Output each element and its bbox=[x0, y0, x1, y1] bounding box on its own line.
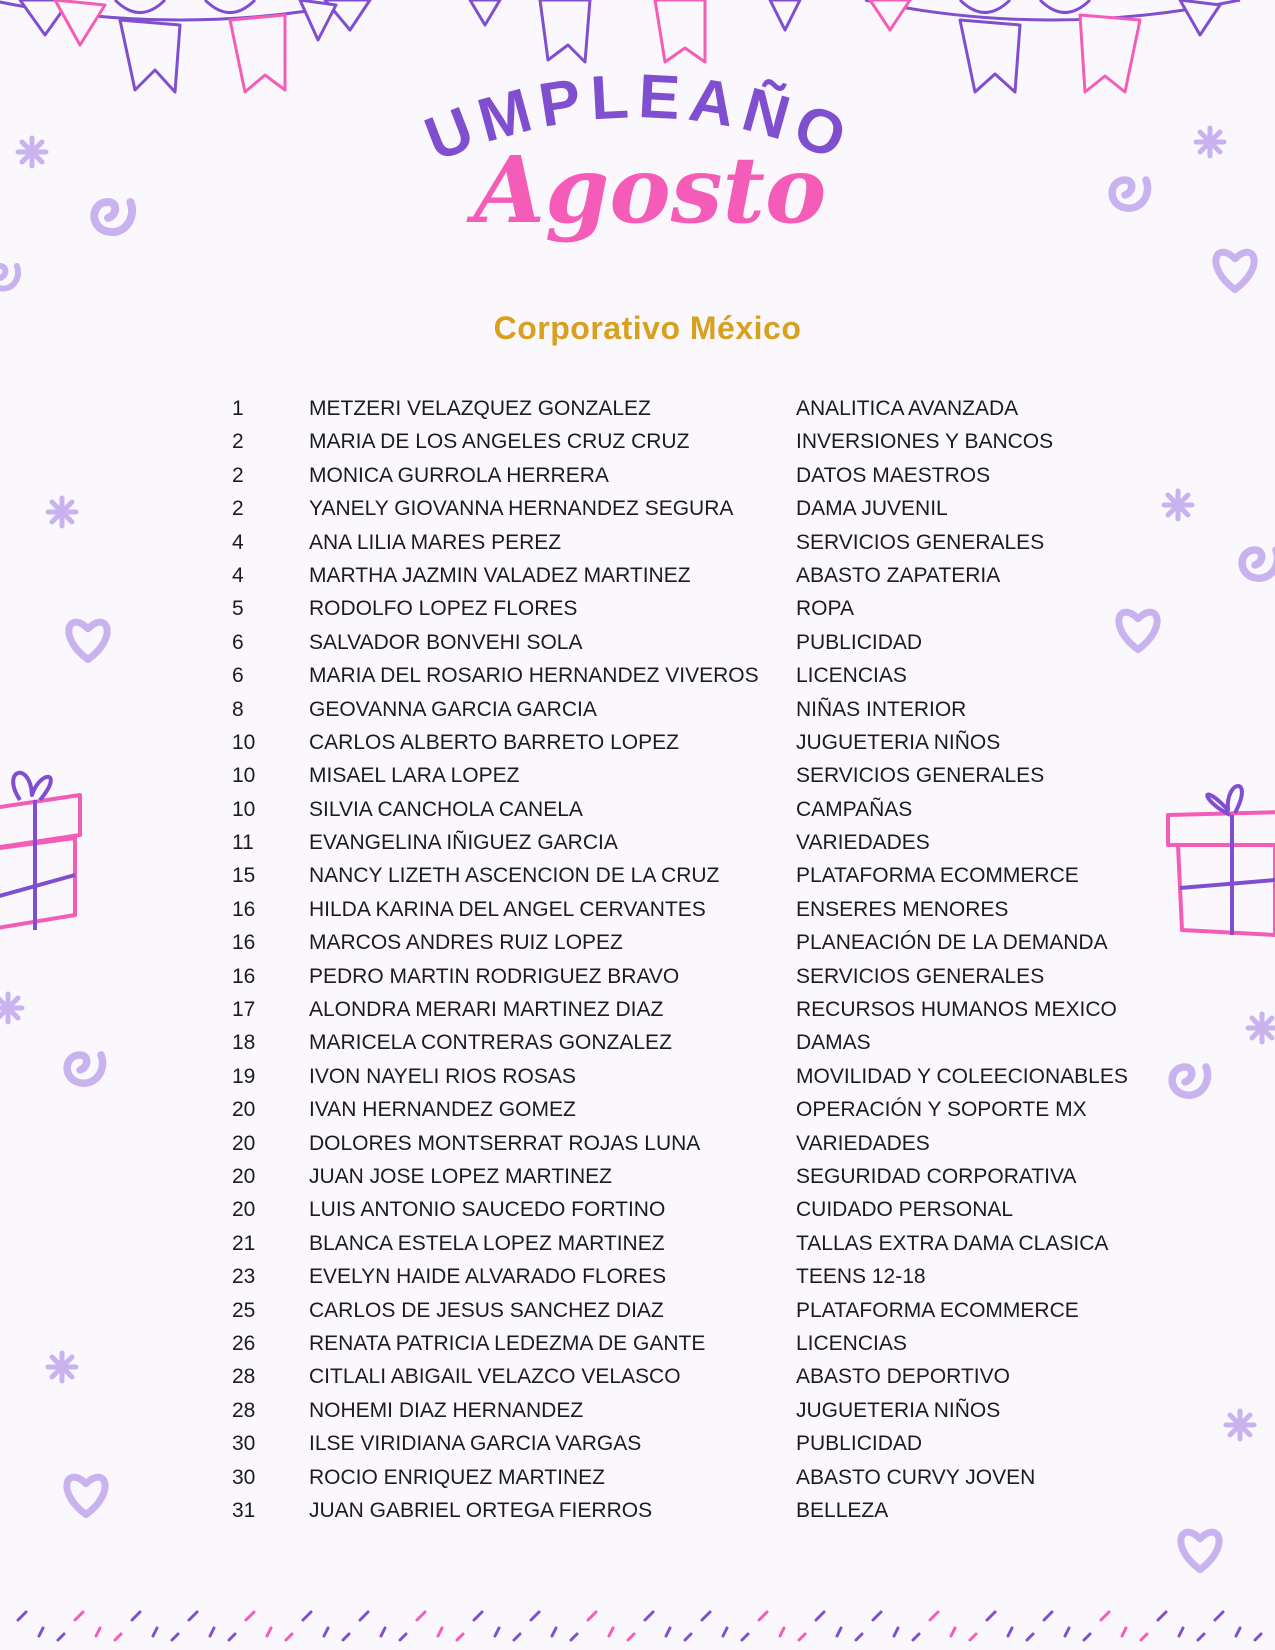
name-cell: MARICELA CONTRERAS GONZALEZ bbox=[309, 1031, 672, 1055]
department-cell: VARIEDADES bbox=[796, 1131, 930, 1155]
name-cell: YANELY GIOVANNA HERNANDEZ SEGURA bbox=[309, 497, 734, 521]
day-cell: 2 bbox=[232, 430, 244, 454]
table-row bbox=[0, 1193, 1275, 1226]
day-cell: 20 bbox=[232, 1164, 256, 1188]
day-cell: 15 bbox=[232, 864, 256, 888]
day-cell: 16 bbox=[232, 931, 256, 955]
name-cell: RENATA PATRICIA LEDEZMA DE GANTE bbox=[309, 1331, 706, 1355]
department-cell: JUGUETERIA NIÑOS bbox=[796, 1398, 1001, 1422]
department-cell: SERVICIOS GENERALES bbox=[796, 530, 1045, 554]
name-cell: HILDA KARINA DEL ANGEL CERVANTES bbox=[309, 897, 706, 921]
table-row bbox=[0, 1160, 1275, 1193]
table-row bbox=[0, 1060, 1275, 1093]
name-cell: CARLOS ALBERTO BARRETO LOPEZ bbox=[309, 730, 679, 754]
name-cell: ANA LILIA MARES PEREZ bbox=[309, 530, 562, 554]
day-cell: 2 bbox=[232, 497, 244, 521]
department-cell: OPERACIÓN Y SOPORTE MX bbox=[796, 1098, 1087, 1122]
birthday-list bbox=[0, 392, 1275, 1527]
name-cell: MARCOS ANDRES RUIZ LOPEZ bbox=[309, 931, 623, 955]
table-row bbox=[0, 926, 1275, 959]
name-cell: PEDRO MARTIN RODRIGUEZ BRAVO bbox=[309, 964, 680, 988]
day-cell: 2 bbox=[232, 463, 244, 487]
subtitle: Corporativo México bbox=[493, 310, 802, 346]
name-cell: MARIA DE LOS ANGELES CRUZ CRUZ bbox=[309, 430, 690, 454]
table-row bbox=[0, 492, 1275, 525]
name-cell: MARTHA JAZMIN VALADEZ MARTINEZ bbox=[309, 563, 691, 587]
department-cell: TEENS 12-18 bbox=[796, 1265, 926, 1289]
department-cell: PUBLICIDAD bbox=[796, 1432, 923, 1456]
table-row bbox=[0, 659, 1275, 692]
table-row bbox=[0, 1227, 1275, 1260]
name-cell: JUAN GABRIEL ORTEGA FIERROS bbox=[309, 1498, 653, 1522]
department-cell: PLANEACIÓN DE LA DEMANDA bbox=[796, 931, 1108, 955]
department-cell: DAMAS bbox=[796, 1031, 871, 1055]
day-cell: 23 bbox=[232, 1265, 256, 1289]
day-cell: 30 bbox=[232, 1465, 256, 1489]
day-cell: 10 bbox=[232, 764, 256, 788]
title-line1: UMPLEAÑO bbox=[416, 61, 863, 176]
table-row bbox=[0, 726, 1275, 759]
day-cell: 31 bbox=[232, 1498, 256, 1522]
name-cell: JUAN JOSE LOPEZ MARTINEZ bbox=[309, 1164, 612, 1188]
table-row bbox=[0, 1360, 1275, 1393]
title-line2: Agosto bbox=[473, 136, 827, 244]
department-cell: PLATAFORMA ECOMMERCE bbox=[796, 864, 1079, 888]
name-cell: LUIS ANTONIO SAUCEDO FORTINO bbox=[309, 1198, 666, 1222]
name-cell: CARLOS DE JESUS SANCHEZ DIAZ bbox=[309, 1298, 664, 1322]
department-cell: SERVICIOS GENERALES bbox=[796, 764, 1045, 788]
department-cell: ANALITICA AVANZADA bbox=[796, 397, 1019, 420]
department-cell: MOVILIDAD Y COLEECIONABLES bbox=[796, 1064, 1128, 1088]
department-cell: JUGUETERIA NIÑOS bbox=[796, 730, 1001, 754]
table-row bbox=[0, 526, 1275, 559]
name-cell: METZERI VELAZQUEZ GONZALEZ bbox=[309, 397, 651, 420]
day-cell: 28 bbox=[232, 1398, 256, 1422]
department-cell: CUIDADO PERSONAL bbox=[796, 1198, 1014, 1222]
table-row bbox=[0, 459, 1275, 492]
day-cell: 6 bbox=[232, 630, 244, 654]
day-cell: 30 bbox=[232, 1432, 256, 1456]
table-row bbox=[0, 559, 1275, 592]
name-cell: MARIA DEL ROSARIO HERNANDEZ VIVEROS bbox=[309, 664, 759, 688]
table-row bbox=[0, 1260, 1275, 1293]
department-cell: DAMA JUVENIL bbox=[796, 497, 948, 521]
department-cell: LICENCIAS bbox=[796, 1331, 907, 1355]
table-row bbox=[0, 960, 1275, 993]
bunting-center-icon bbox=[470, 0, 800, 62]
department-cell: PUBLICIDAD bbox=[796, 630, 923, 654]
day-cell: 16 bbox=[232, 897, 256, 921]
day-cell: 25 bbox=[232, 1298, 256, 1322]
department-cell: PLATAFORMA ECOMMERCE bbox=[796, 1298, 1079, 1322]
day-cell: 4 bbox=[232, 563, 244, 587]
name-cell: SILVIA CANCHOLA CANELA bbox=[309, 797, 583, 821]
name-cell: MONICA GURROLA HERRERA bbox=[309, 463, 609, 487]
table-row bbox=[0, 425, 1275, 458]
name-cell: CITLALI ABIGAIL VELAZCO VELASCO bbox=[309, 1365, 681, 1389]
table-row bbox=[0, 693, 1275, 726]
name-cell: RODOLFO LOPEZ FLORES bbox=[309, 597, 578, 621]
department-cell: ABASTO CURVY JOVEN bbox=[796, 1465, 1036, 1489]
day-cell: 1 bbox=[232, 397, 244, 420]
day-cell: 5 bbox=[232, 597, 244, 621]
name-cell: ROCIO ENRIQUEZ MARTINEZ bbox=[309, 1465, 605, 1489]
table-row bbox=[0, 993, 1275, 1026]
day-cell: 10 bbox=[232, 730, 256, 754]
name-cell: IVAN HERNANDEZ GOMEZ bbox=[309, 1098, 576, 1122]
name-cell: NANCY LIZETH ASCENCION DE LA CRUZ bbox=[309, 864, 720, 888]
department-cell: SERVICIOS GENERALES bbox=[796, 964, 1045, 988]
table-row bbox=[0, 392, 1275, 425]
name-cell: GEOVANNA GARCIA GARCIA bbox=[309, 697, 597, 721]
day-cell: 19 bbox=[232, 1064, 256, 1088]
table-row bbox=[0, 793, 1275, 826]
department-cell: RECURSOS HUMANOS MEXICO bbox=[796, 998, 1117, 1022]
department-cell: CAMPAÑAS bbox=[796, 797, 913, 821]
table-row bbox=[0, 1026, 1275, 1059]
department-cell: INVERSIONES Y BANCOS bbox=[796, 430, 1054, 454]
department-cell: ABASTO DEPORTIVO bbox=[796, 1365, 1010, 1389]
confetti-icon bbox=[18, 1612, 1261, 1640]
department-cell: DATOS MAESTROS bbox=[796, 463, 991, 487]
table-row bbox=[0, 1461, 1275, 1494]
day-cell: 16 bbox=[232, 964, 256, 988]
day-cell: 20 bbox=[232, 1098, 256, 1122]
table-row bbox=[0, 1093, 1275, 1126]
day-cell: 26 bbox=[232, 1331, 256, 1355]
name-cell: NOHEMI DIAZ HERNANDEZ bbox=[309, 1398, 584, 1422]
department-cell: ABASTO ZAPATERIA bbox=[796, 563, 1001, 587]
name-cell: MISAEL LARA LOPEZ bbox=[309, 764, 520, 788]
department-cell: BELLEZA bbox=[796, 1498, 889, 1522]
department-cell: SEGURIDAD CORPORATIVA bbox=[796, 1164, 1077, 1188]
day-cell: 8 bbox=[232, 697, 244, 721]
name-cell: ILSE VIRIDIANA GARCIA VARGAS bbox=[309, 1432, 642, 1456]
department-cell: TALLAS EXTRA DAMA CLASICA bbox=[796, 1231, 1109, 1255]
day-cell: 18 bbox=[232, 1031, 256, 1055]
name-cell: EVANGELINA IÑIGUEZ GARCIA bbox=[309, 831, 618, 855]
day-cell: 10 bbox=[232, 797, 256, 821]
day-cell: 20 bbox=[232, 1198, 256, 1222]
table-row bbox=[0, 626, 1275, 659]
table-row bbox=[0, 893, 1275, 926]
day-cell: 17 bbox=[232, 998, 256, 1022]
table-row bbox=[0, 826, 1275, 859]
table-row bbox=[0, 1327, 1275, 1360]
table-row bbox=[0, 1294, 1275, 1327]
table-row bbox=[0, 1127, 1275, 1160]
name-cell: ALONDRA MERARI MARTINEZ DIAZ bbox=[309, 998, 664, 1022]
day-cell: 28 bbox=[232, 1365, 256, 1389]
day-cell: 4 bbox=[232, 530, 244, 554]
department-cell: VARIEDADES bbox=[796, 831, 930, 855]
name-cell: IVON NAYELI RIOS ROSAS bbox=[309, 1064, 576, 1088]
table-row bbox=[0, 759, 1275, 792]
department-cell: NIÑAS INTERIOR bbox=[796, 697, 967, 721]
department-cell: ENSERES MENORES bbox=[796, 897, 1009, 921]
name-cell: EVELYN HAIDE ALVARADO FLORES bbox=[309, 1265, 667, 1289]
day-cell: 6 bbox=[232, 664, 244, 688]
day-cell: 21 bbox=[232, 1231, 256, 1255]
table-row bbox=[0, 1494, 1275, 1527]
name-cell: SALVADOR BONVEHI SOLA bbox=[309, 630, 583, 654]
table-row bbox=[0, 1427, 1275, 1460]
day-cell: 11 bbox=[232, 831, 254, 855]
department-cell: LICENCIAS bbox=[796, 664, 907, 688]
table-row bbox=[0, 592, 1275, 625]
name-cell: DOLORES MONTSERRAT ROJAS LUNA bbox=[309, 1131, 701, 1155]
name-cell: BLANCA ESTELA LOPEZ MARTINEZ bbox=[309, 1231, 665, 1255]
department-cell: ROPA bbox=[796, 597, 854, 621]
day-cell: 20 bbox=[232, 1131, 256, 1155]
title-graphic bbox=[0, 60, 1275, 260]
table-row bbox=[0, 859, 1275, 892]
table-row bbox=[0, 1394, 1275, 1427]
